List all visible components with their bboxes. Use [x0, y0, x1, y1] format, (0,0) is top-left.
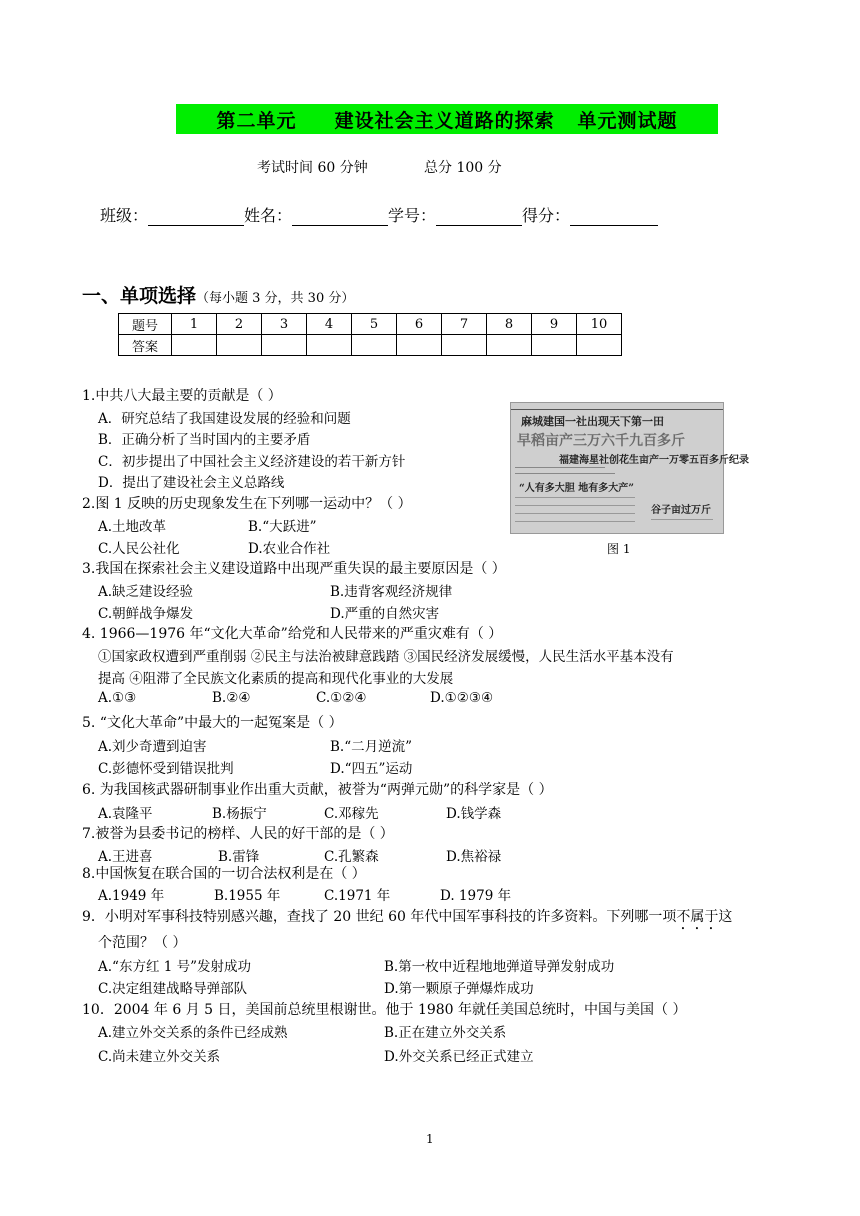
newspaper-rule [515, 473, 615, 474]
q4-option-c[interactable]: C.①②④ [316, 690, 367, 706]
newspaper-rule [511, 409, 723, 410]
document-title: 第二单元 建设社会主义道路的探索 单元测试题 [176, 104, 718, 134]
q4-statement-line-2: 提高 ④阻滞了全民族文化素质的提高和现代化事业的大发展 [98, 671, 454, 687]
question-3: 3.我国在探索社会主义建设道路中出现严重失误的最主要原因是（ ） [82, 561, 506, 577]
table-cell: 6 [397, 314, 442, 335]
q2-option-b[interactable]: B.“大跃进” [248, 519, 317, 535]
question-5: 5. “文化大革命”中最大的一起冤案是（ ） [82, 715, 343, 731]
total-score: 总分 100 分 [424, 160, 502, 176]
q3-option-c[interactable]: C.朝鲜战争爆发 [98, 606, 194, 622]
figure-1-newspaper [510, 402, 749, 534]
q8-option-b[interactable]: B.1955 年 [214, 888, 281, 904]
question-10: 10．2004 年 6 月 5 日，美国前总统里根谢世。他于 1980 年就任美国总统时，中国与美国（ ） [82, 1002, 687, 1018]
table-cell: 7 [442, 314, 487, 335]
table-row [119, 335, 622, 356]
question-9 [82, 906, 732, 933]
section-note: （每小题 3 分，共 30 分） [196, 291, 355, 306]
table-cell: 3 [262, 314, 307, 335]
q7-option-b[interactable]: B.雷锋 [218, 849, 260, 865]
q3-option-d[interactable]: D.严重的自然灾害 [330, 606, 440, 622]
q9-stem-part-2: 这 [718, 909, 733, 925]
q2-option-c[interactable]: C.人民公社化 [98, 541, 180, 557]
answer-cell[interactable] [352, 335, 397, 356]
table-cell: 8 [487, 314, 532, 335]
newspaper-rule [515, 513, 635, 514]
question-7: 7.被誉为县委书记的榜样、人民的好干部的是（ ） [82, 826, 394, 842]
q6-option-c[interactable]: C.邓稼先 [324, 806, 379, 822]
section-title: 一、单项选择 [82, 285, 197, 307]
answer-cell[interactable] [397, 335, 442, 356]
q3-option-a[interactable]: A.缺乏建设经验 [98, 584, 194, 600]
q5-option-c[interactable]: C.彭德怀受到错误批判 [98, 761, 234, 777]
q6-option-d[interactable]: D.钱学森 [446, 806, 502, 822]
q1-option-d[interactable]: D．提出了建设社会主义总路线 [98, 475, 285, 491]
q9-option-d[interactable]: D.第一颗原子弹爆炸成功 [384, 981, 534, 997]
q2-option-a[interactable]: A.土地改革 [98, 519, 167, 535]
table-cell: 1 [172, 314, 217, 335]
q10-option-b[interactable]: B.正在建立外交关系 [384, 1025, 507, 1041]
newspaper-rule [515, 521, 635, 522]
table-cell: 4 [307, 314, 352, 335]
answer-table [118, 313, 622, 356]
q9-option-a[interactable]: A.“东方红 1 号”发射成功 [98, 959, 252, 975]
page-number: 1 [426, 1132, 434, 1146]
q9-option-c[interactable]: C.决定组建战略导弹部队 [98, 981, 248, 997]
figure-headline-4: “人有多大胆 地有多大产” [519, 483, 634, 494]
table-cell: 2 [217, 314, 262, 335]
answer-cell[interactable] [487, 335, 532, 356]
table-cell: 9 [532, 314, 577, 335]
q6-option-a[interactable]: A.袁隆平 [98, 806, 153, 822]
class-blank[interactable] [148, 209, 244, 226]
q8-option-c[interactable]: C.1971 年 [324, 888, 391, 904]
newspaper-rule [515, 467, 605, 468]
answer-cell[interactable] [532, 335, 577, 356]
answer-cell[interactable] [172, 335, 217, 356]
q9-emphasis: 不属于 [676, 909, 719, 925]
answer-cell[interactable] [442, 335, 487, 356]
q5-option-b[interactable]: B.“二月逆流” [330, 739, 413, 755]
table-cell: 答案 [119, 335, 172, 356]
q7-option-c[interactable]: C.孔繁森 [324, 849, 379, 865]
question-8: 8.中国恢复在联合国的一切合法权利是在（ ） [82, 866, 366, 882]
exam-time: 考试时间 60 分钟 [257, 160, 368, 176]
section-heading [82, 281, 354, 308]
q10-option-c[interactable]: C.尚未建立外交关系 [98, 1049, 221, 1065]
newspaper-rule [515, 497, 635, 498]
figure-headline-3: 福建海星社创花生亩产一万零五百多斤纪录 [559, 455, 749, 466]
question-6: 6. 为我国核武器研制事业作出重大贡献，被誉为“两弹元勋”的科学家是（ ） [82, 782, 553, 798]
table-cell: 5 [352, 314, 397, 335]
name-label: 姓名： [244, 206, 293, 225]
q7-option-a[interactable]: A.王进喜 [98, 849, 153, 865]
question-2: 2.图 1 反映的历史现象发生在下列哪一运动中？（ ） [82, 496, 412, 512]
figure-headline-2: 早稻亩产三万六千九百多斤 [517, 433, 685, 449]
q5-option-d[interactable]: D.“四五”运动 [330, 761, 413, 777]
newspaper-rule [515, 505, 635, 506]
answer-cell[interactable] [262, 335, 307, 356]
class-label: 班级： [100, 206, 149, 225]
q10-option-d[interactable]: D.外交关系已经正式建立 [384, 1049, 534, 1065]
figure-headline-5: 谷子亩过万斤 [651, 505, 711, 516]
answer-cell[interactable] [217, 335, 262, 356]
q4-option-d[interactable]: D.①②③④ [430, 690, 494, 706]
q4-statement-line-1: ①国家政权遭到严重削弱 ②民主与法治被肆意践踏 ③国民经济发展缓慢，人民生活水平基本没有 [98, 649, 674, 665]
score-blank[interactable] [570, 209, 658, 226]
q1-option-c[interactable]: C．初步提出了中国社会主义经济建设的若干新方针 [98, 454, 406, 470]
q4-option-a[interactable]: A.①③ [98, 690, 137, 706]
name-blank[interactable] [292, 209, 388, 226]
q8-option-d[interactable]: D. 1979 年 [440, 888, 512, 904]
newspaper-rule [651, 519, 713, 520]
q9-stem-line-2: 个范围？（ ） [98, 935, 187, 951]
id-blank[interactable] [436, 209, 522, 226]
q9-option-b[interactable]: B.第一枚中近程地地弹道导弹发射成功 [384, 959, 615, 975]
q1-option-b[interactable]: B．正确分析了当时国内的主要矛盾 [98, 432, 311, 448]
q7-option-d[interactable]: D.焦裕禄 [446, 849, 502, 865]
score-label: 得分： [522, 206, 571, 225]
figure-caption: 图 1 [607, 542, 631, 556]
table-row [119, 314, 622, 335]
q10-option-a[interactable]: A.建立外交关系的条件已经成熟 [98, 1025, 288, 1041]
q6-option-b[interactable]: B.杨振宁 [212, 806, 267, 822]
table-cell: 题号 [119, 314, 172, 335]
question-4: 4. 1966—1976 年“文化大革命”给党和人民带来的严重灾难有（ ） [82, 626, 503, 642]
id-label: 学号： [388, 206, 437, 225]
answer-cell[interactable] [577, 335, 622, 356]
figure-headline-1: 麻城建国一社出现天下第一田 [521, 415, 664, 428]
table-cell: 10 [577, 314, 622, 335]
q9-stem-part-1: 9．小明对军事科技特别感兴趣，查找了 20 世纪 60 年代中国军事科技的许多资料。下列哪一项 [82, 909, 677, 925]
student-info-row [100, 203, 658, 226]
question-1: 1.中共八大最主要的贡献是（ ） [82, 388, 282, 404]
q2-option-d[interactable]: D.农业合作社 [248, 541, 331, 557]
q5-option-a[interactable]: A.刘少奇遭到迫害 [98, 739, 207, 755]
q3-option-b[interactable]: B.违背客观经济规律 [330, 584, 453, 600]
q4-option-b[interactable]: B.②④ [212, 690, 251, 706]
q1-option-a[interactable]: A．研究总结了我国建设发展的经验和问题 [98, 411, 351, 427]
q8-option-a[interactable]: A.1949 年 [98, 888, 165, 904]
answer-cell[interactable] [307, 335, 352, 356]
